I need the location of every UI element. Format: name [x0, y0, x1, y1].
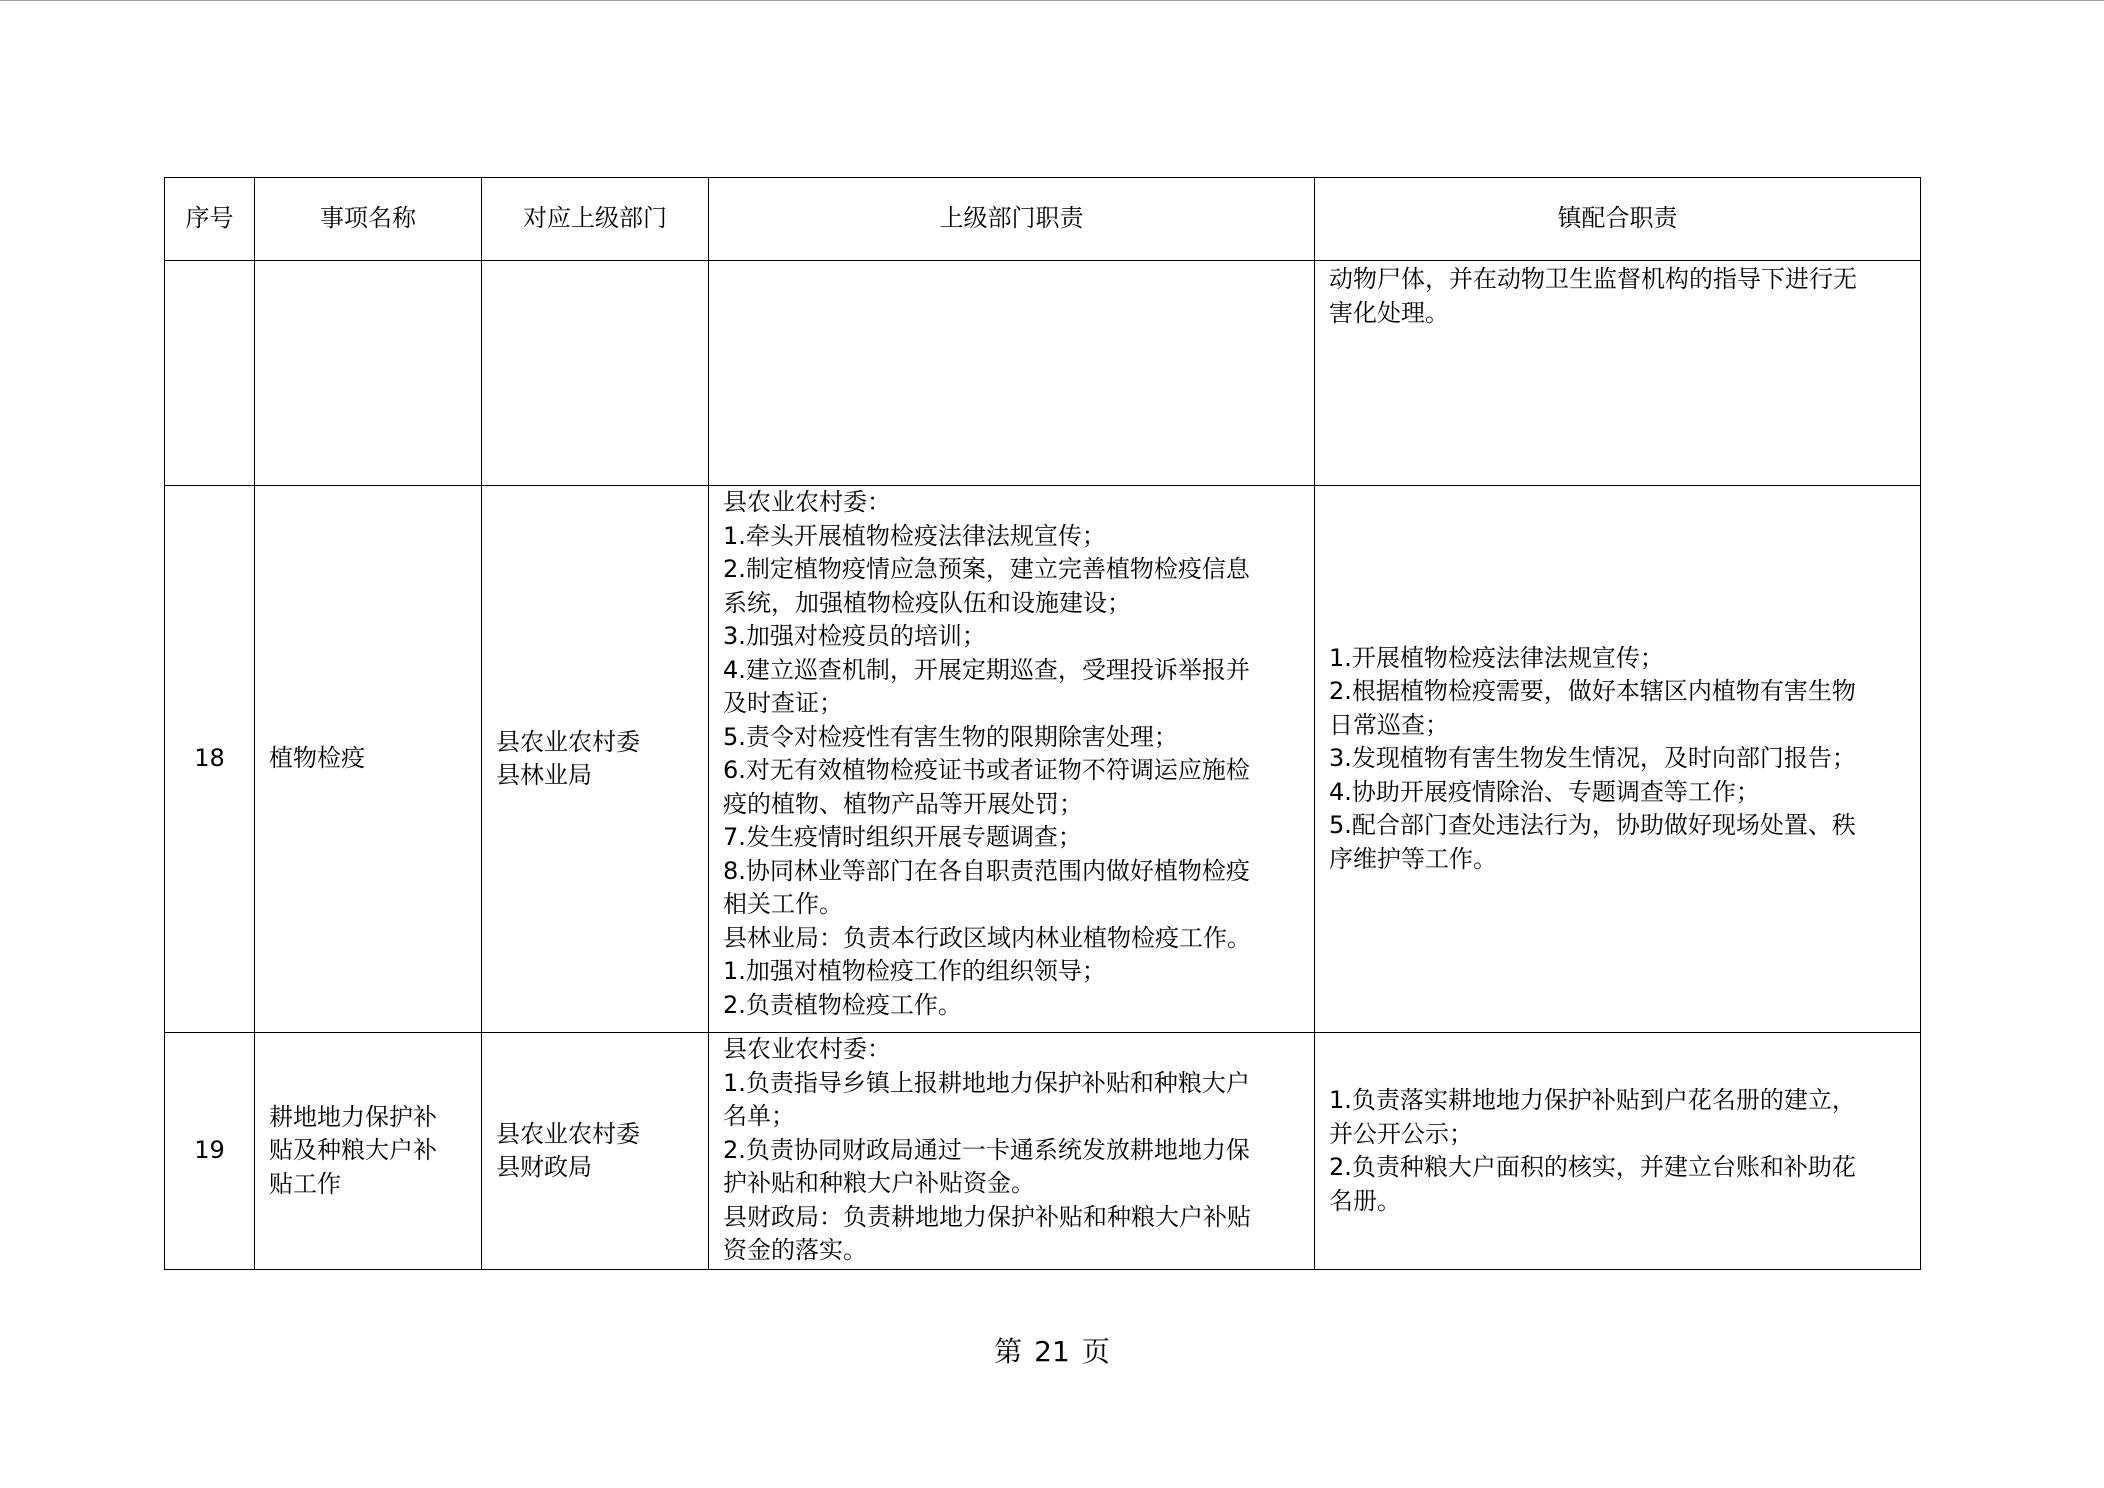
header-item-name: 事项名称 — [255, 178, 482, 261]
text-line: 2.根据植物检疫需要，做好本辖区内植物有害生物 — [1329, 677, 1856, 706]
header-serial-number: 序号 — [165, 178, 255, 261]
text-line: 3.加强对检疫员的培训； — [723, 622, 986, 650]
cell-superior-department — [482, 261, 709, 486]
header-superior-department: 对应上级部门 — [482, 178, 709, 261]
cell-serial-number: 18 — [165, 486, 255, 1033]
header-superior-duties: 上级部门职责 — [709, 178, 1315, 261]
text-line: 资金的落实。 — [723, 1236, 867, 1264]
text-line: 名单； — [723, 1102, 795, 1130]
cell-superior-duties — [709, 261, 1315, 486]
text-line: 2.负责植物检疫工作。 — [723, 990, 962, 1019]
text-line: 7.发生疫情时组织开展专题调查； — [723, 823, 1082, 851]
cell-item-name — [255, 486, 482, 1033]
page-footer — [0, 1334, 2104, 1370]
page-number-suffix: 页 — [1081, 1335, 1110, 1368]
table-row-19 — [165, 1033, 1921, 1270]
table-row-18 — [165, 486, 1921, 1033]
page-number: 21 — [1034, 1335, 1070, 1368]
cell-superior-department — [482, 1033, 709, 1270]
text-line: 疫的植物、植物产品等开展处罚； — [723, 789, 1083, 818]
text-line: 1.开展植物检疫法律法规宣传； — [1329, 643, 1664, 672]
text-line: 2.负责种粮大户面积的核实，并建立台账和补助花 — [1329, 1153, 1856, 1181]
page-top-rule — [0, 0, 2104, 1]
cell-superior-duties — [709, 1033, 1315, 1270]
text-line: 害化处理。 — [1329, 298, 1449, 327]
text-line: 县农业农村委 — [496, 727, 640, 756]
text-line: 5.责令对检疫性有害生物的限期除害处理； — [723, 722, 1178, 751]
text-line: 日常巡查； — [1329, 710, 1449, 739]
text-line: 2.负责协同财政局通过一卡通系统发放耕地地力保 — [723, 1135, 1250, 1164]
text-line: 县财政局：负责耕地地力保护补贴和种粮大户补贴 — [723, 1202, 1251, 1231]
text-line: 动物尸体，并在动物卫生监督机构的指导下进行无 — [1329, 265, 1857, 293]
text-line: 植物检疫 — [269, 744, 365, 773]
text-line: 5.配合部门查处违法行为，协助做好现场处置、秩 — [1329, 811, 1856, 840]
text-line: 2.制定植物疫情应急预案，建立完善植物检疫信息 — [723, 555, 1250, 583]
text-line: 护补贴和种粮大户补贴资金。 — [723, 1169, 1035, 1197]
text-line: 4.建立巡查机制，开展定期巡查，受理投诉举报并 — [723, 655, 1250, 684]
cell-town-duties — [1315, 1033, 1921, 1270]
text-line: 县财政局 — [496, 1153, 592, 1181]
text-line: 系统，加强植物检疫队伍和设施建设； — [723, 588, 1131, 617]
text-line: 1.加强对植物检疫工作的组织领导； — [723, 957, 1106, 985]
text-line: 序维护等工作。 — [1329, 844, 1497, 873]
cell-serial-number — [165, 261, 255, 486]
table-row-continuation — [165, 261, 1921, 486]
text-line: 县农业农村委： — [723, 488, 891, 516]
duty-table — [164, 177, 1921, 1270]
text-line: 并公开公示； — [1329, 1119, 1473, 1148]
cell-serial-number: 19 — [165, 1033, 255, 1270]
text-line: 名册。 — [1329, 1186, 1401, 1215]
table-header-row — [165, 178, 1921, 261]
cell-item-name — [255, 261, 482, 486]
cell-superior-department — [482, 486, 709, 1033]
text-line: 县林业局 — [496, 761, 592, 789]
page-number-prefix: 第 — [994, 1335, 1023, 1368]
header-town-duties: 镇配合职责 — [1315, 178, 1921, 261]
text-line: 县林业局：负责本行政区域内林业植物检疫工作。 — [723, 923, 1251, 952]
text-line: 3.发现植物有害生物发生情况，及时向部门报告； — [1329, 744, 1856, 773]
cell-item-name — [255, 1033, 482, 1270]
cell-superior-duties — [709, 486, 1315, 1033]
text-line: 1.牵头开展植物检疫法律法规宣传； — [723, 521, 1106, 550]
text-line: 4.协助开展疫情除治、专题调查等工作； — [1329, 777, 1760, 806]
text-line: 1.负责落实耕地地力保护补贴到户花名册的建立， — [1329, 1086, 1856, 1114]
text-line: 及时查证； — [723, 689, 843, 717]
text-line: 6.对无有效植物检疫证书或者证物不符调运应施检 — [723, 756, 1250, 784]
text-line: 相关工作。 — [723, 890, 843, 918]
text-line: 贴工作 — [269, 1169, 341, 1198]
text-line: 8.协同林业等部门在各自职责范围内做好植物检疫 — [723, 856, 1250, 885]
text-line: 耕地地力保护补 — [269, 1102, 437, 1131]
text-line: 1.负责指导乡镇上报耕地地力保护补贴和种粮大户 — [723, 1068, 1250, 1097]
cell-town-duties — [1315, 486, 1921, 1033]
cell-town-duties — [1315, 261, 1921, 486]
text-line: 县农业农村委： — [723, 1035, 891, 1063]
text-line: 县农业农村委 — [496, 1119, 640, 1148]
text-line: 贴及种粮大户补 — [269, 1136, 437, 1165]
